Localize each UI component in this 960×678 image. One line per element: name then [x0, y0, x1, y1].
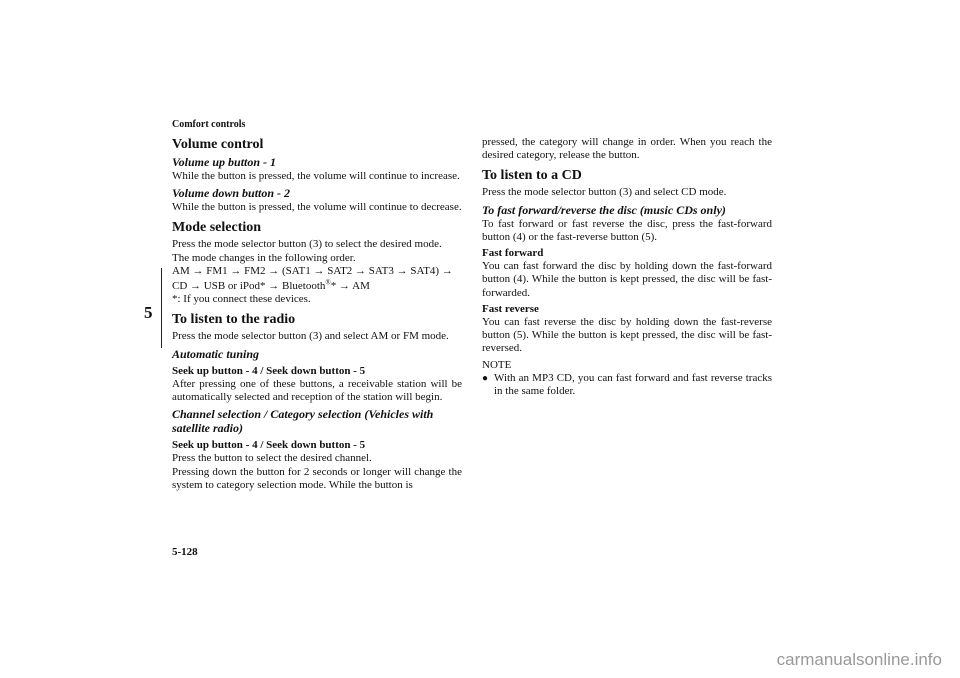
fast-reverse-label: Fast reverse — [482, 302, 539, 315]
seek-label: Seek up button - 4 / Seek down button - 5 — [172, 364, 366, 377]
fast-forward-label: Fast forward — [482, 247, 544, 260]
mode-footnote: *: If you connect these devices. — [172, 293, 311, 306]
right-column — [482, 136, 772, 398]
cd-title: To listen to a CD — [482, 168, 582, 184]
fast-forward-reverse-text: To fast forward or fast reverse the disc, press the fast-forward button (4) or the fast-reverse button (5). — [482, 217, 772, 243]
section-header: Comfort controls — [172, 119, 246, 130]
radio-title: To listen to the radio — [172, 312, 296, 328]
volume-up-heading: Volume up button - 1 — [172, 155, 277, 169]
registered-mark: ® — [325, 278, 331, 287]
volume-down-text: While the button is pressed, the volume will continue to decrease. — [172, 201, 462, 214]
mode-order-intro: The mode changes in the following order. — [172, 251, 356, 264]
mode-order-line2-a: CD → USB or iPod* → Bluetooth — [172, 280, 326, 293]
mode-selection-title: Mode selection — [172, 220, 262, 236]
page-number: 5-128 — [172, 546, 198, 558]
chapter-divider — [161, 268, 162, 348]
volume-control-title: Volume control — [172, 137, 264, 152]
fast-forward-reverse-heading: To fast forward/reverse the disc (music CDs only) — [482, 202, 726, 217]
mode-order-line2-b: * → AM — [330, 280, 370, 293]
fast-forward-text: You can fast forward the disc by holding down the fast-forward button (4). While the button is kept pressed, the disc will be fast-forwarded. — [482, 260, 772, 299]
channel-text-1: Press the button to select the desired channel. — [172, 452, 372, 465]
note-item — [482, 372, 772, 398]
note-label: NOTE — [482, 358, 512, 371]
mode-order-line1: AM → FM1 → FM2 → (SAT1 → SAT2 → SAT3 → SAT4) → — [172, 264, 453, 277]
continued-text: pressed, the category will change in order. When you reach the desired category, release the button. — [482, 136, 772, 162]
channel-text-2: Pressing down the button for 2 seconds or longer will change the system to category selection mode. While the button is — [172, 465, 462, 491]
bullet-icon: ● — [482, 372, 489, 384]
seek-label-2: Seek up button - 4 / Seek down button - 5 — [172, 439, 366, 452]
mode-selection-text: Press the mode selector button (3) to select the desired mode. — [172, 238, 442, 251]
chapter-tab: 5 — [144, 303, 153, 322]
cd-text: Press the mode selector button (3) and select CD mode. — [482, 186, 727, 199]
volume-down-heading: Volume down button - 2 — [172, 186, 291, 201]
radio-text: Press the mode selector button (3) and select AM or FM mode. — [172, 330, 449, 343]
fast-reverse-text: You can fast reverse the disc by holding down the fast-reverse button (5). While the button is kept pressed, the disc will be fast-reversed. — [482, 316, 772, 355]
channel-selection-heading: Channel selection / Category selection (Vehicles with satellite radio) — [172, 407, 434, 436]
watermark: carmanualsonline.info — [776, 650, 942, 669]
left-column — [172, 136, 462, 492]
mode-order-line2 — [172, 280, 462, 293]
volume-up-text: While the button is pressed, the volume will continue to increase. — [172, 170, 460, 182]
auto-tuning-text: After pressing one of these buttons, a receivable station will be automatically selected and reception of the station will begin. — [172, 377, 462, 404]
note-text: With an MP3 CD, you can fast forward and fast reverse tracks in the same folder. — [494, 371, 772, 397]
auto-tuning-heading: Automatic tuning — [172, 346, 260, 361]
